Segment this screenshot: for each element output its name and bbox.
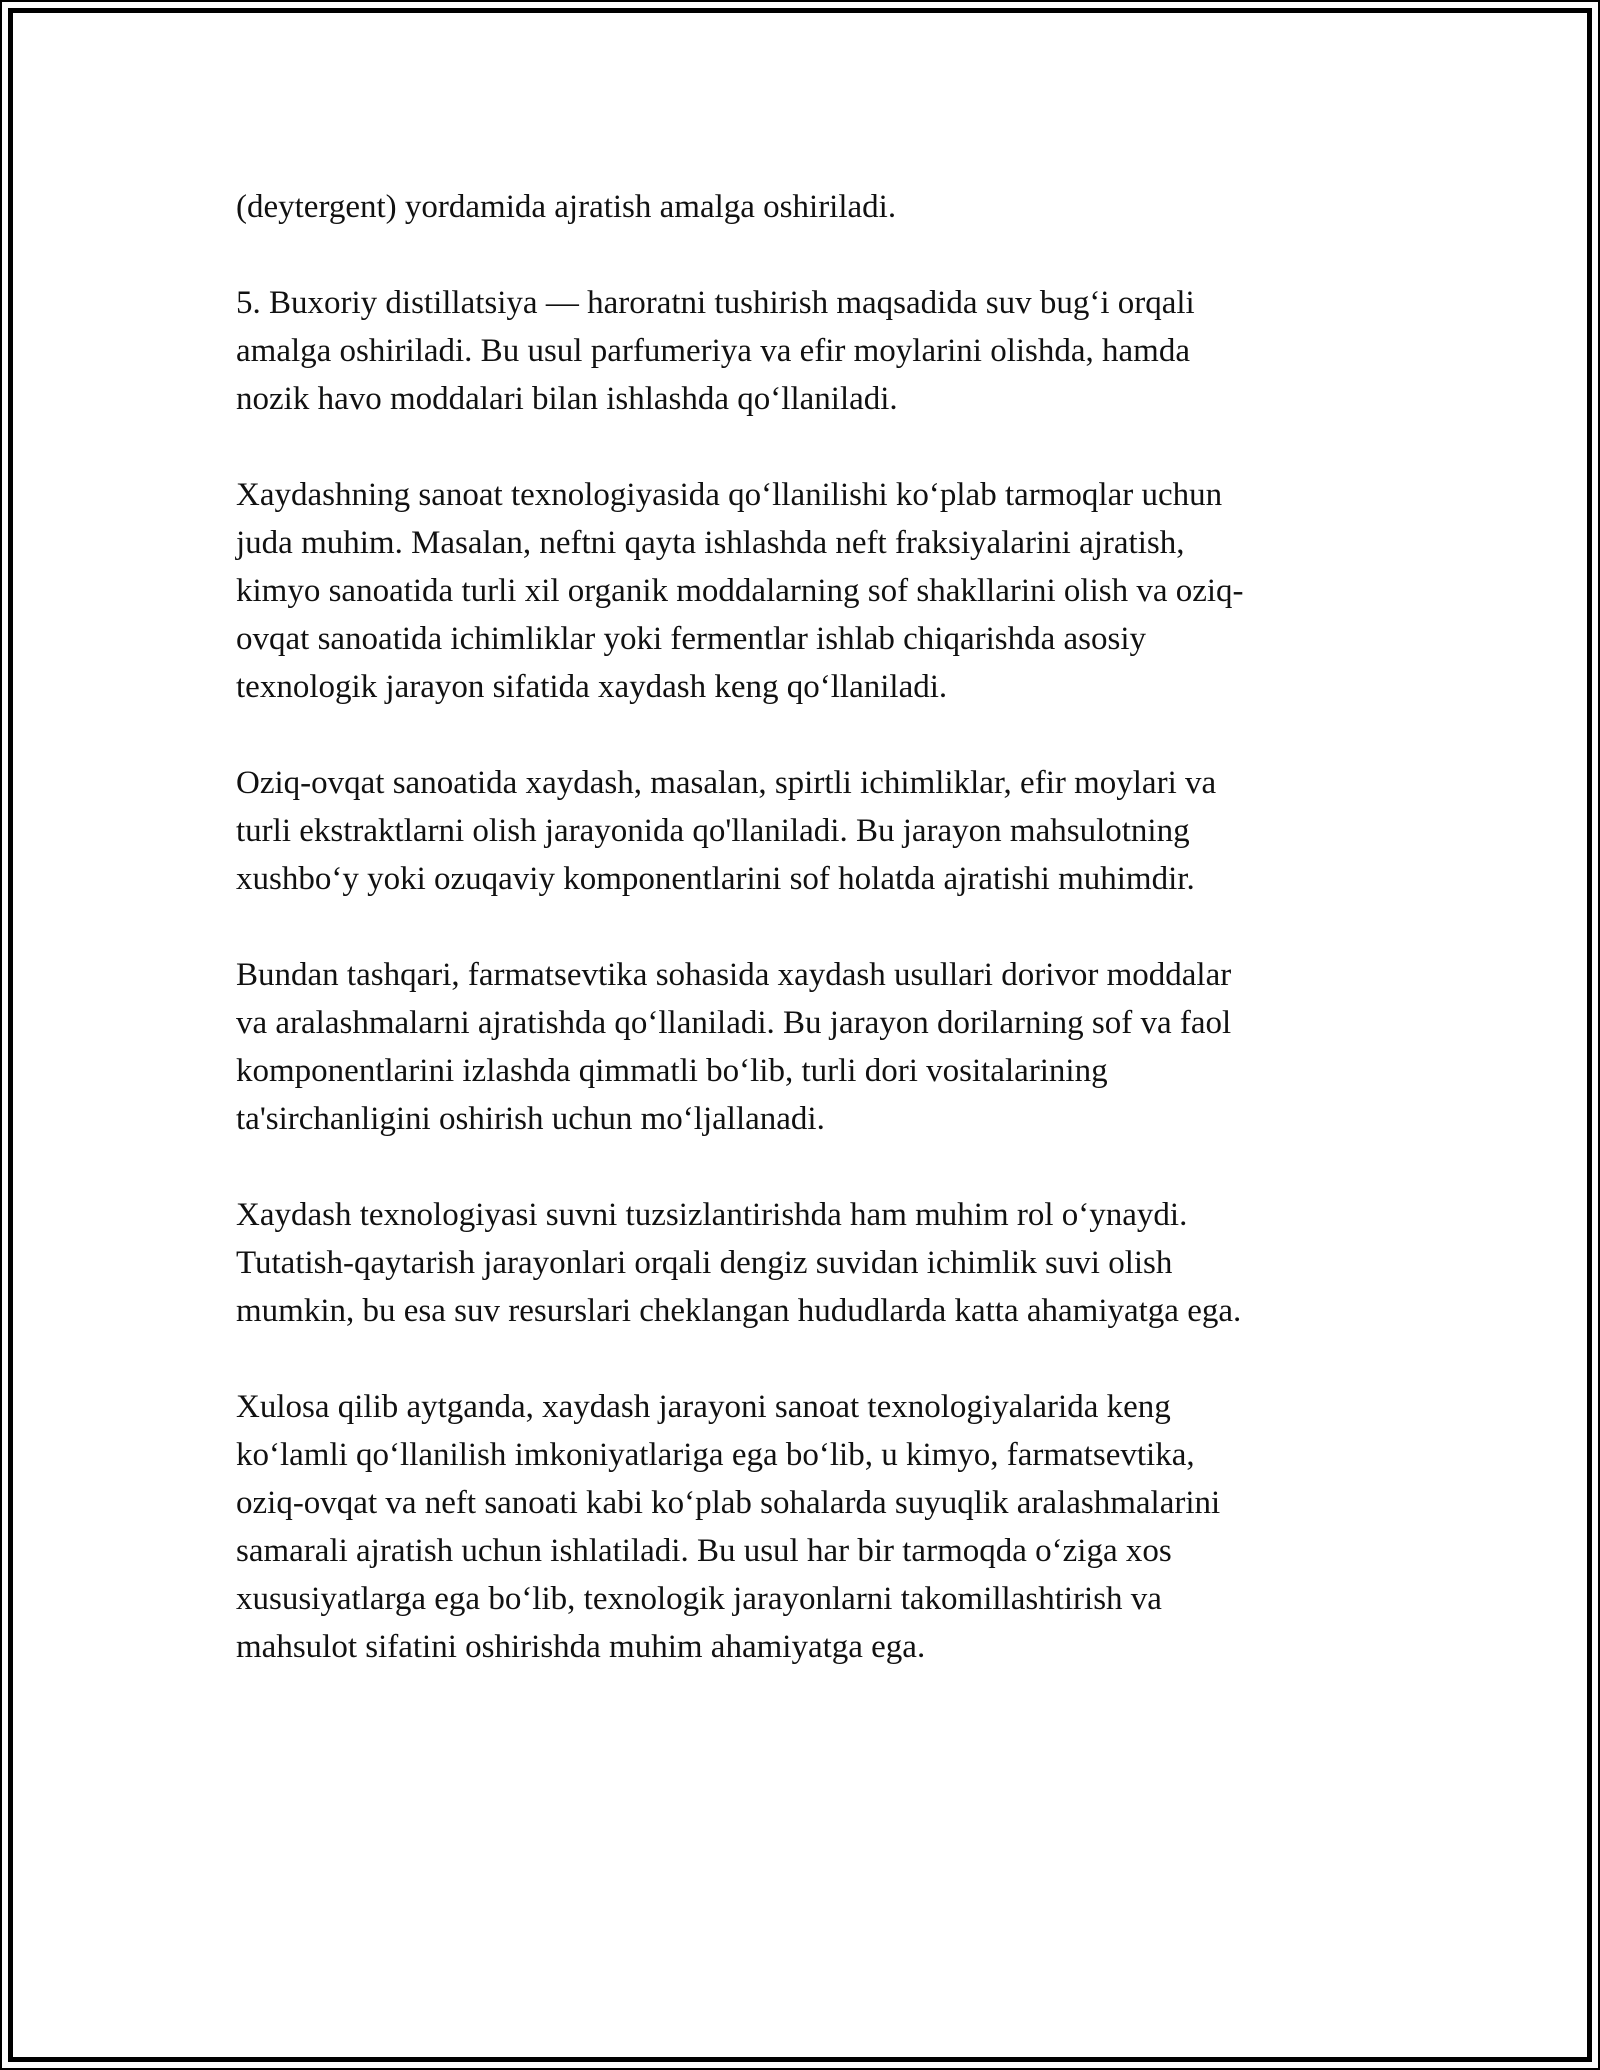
document-body — [236, 183, 1386, 1719]
text-line: ko‘lamli qo‘llanilish imkoniyatlariga ega bo‘lib, u kimyo, farmatsevtika, — [236, 1437, 1195, 1473]
text-line: Oziq-ovqat sanoatida xaydash, masalan, spirtli ichimliklar, efir moylari va — [236, 765, 1217, 801]
paragraph — [236, 759, 1386, 903]
paragraph — [236, 951, 1386, 1143]
text-line: xususiyatlarga ega bo‘lib, texnologik jarayonlarni takomillashtirish va — [236, 1581, 1162, 1617]
text-line: ta'sirchanligini oshirish uchun mo‘ljallanadi. — [236, 1101, 825, 1137]
text-line: Xulosa qilib aytganda, xaydash jarayoni sanoat texnologiyalarida keng — [236, 1389, 1171, 1425]
text-line: mahsulot sifatini oshirishda muhim ahamiyatga ega. — [236, 1629, 926, 1665]
text-line: Bundan tashqari, farmatsevtika sohasida xaydash usullari dorivor moddalar — [236, 957, 1232, 993]
paragraph — [236, 1191, 1386, 1335]
text-line: Tutatish-qaytarish jarayonlari orqali dengiz suvidan ichimlik suvi olish — [236, 1245, 1173, 1281]
text-line: Xaydash texnologiyasi suvni tuzsizlantirishda ham muhim rol o‘ynaydi. — [236, 1197, 1188, 1233]
text-line: ovqat sanoatida ichimliklar yoki fermentlar ishlab chiqarishda asosiy — [236, 621, 1146, 657]
text-line: kimyo sanoatida turli xil organik moddalarning sof shakllarini olish va oziq- — [236, 573, 1244, 609]
paragraph — [236, 279, 1386, 423]
text-line: samarali ajratish uchun ishlatiladi. Bu usul har bir tarmoqda o‘ziga xos — [236, 1533, 1172, 1569]
text-line: komponentlarini izlashda qimmatli bo‘lib, turli dori vositalarining — [236, 1053, 1108, 1089]
paragraph — [236, 471, 1386, 711]
text-line: juda muhim. Masalan, neftni qayta ishlashda neft fraksiyalarini ajratish, — [236, 525, 1185, 561]
text-line: va aralashmalarni ajratishda qo‘llaniladi. Bu jarayon dorilarning sof va faol — [236, 1005, 1232, 1041]
text-line: oziq-ovqat va neft sanoati kabi ko‘plab sohalarda suyuqlik aralashmalarini — [236, 1485, 1221, 1521]
text-line: mumkin, bu esa suv resurslari cheklangan hududlarda katta ahamiyatga ega. — [236, 1293, 1242, 1329]
paragraph — [236, 183, 1386, 231]
text-line: nozik havo moddalari bilan ishlashda qo‘llaniladi. — [236, 381, 898, 417]
paragraph — [236, 1383, 1386, 1671]
text-line: turli ekstraktlarni olish jarayonida qo'llaniladi. Bu jarayon mahsulotning — [236, 813, 1190, 849]
text-line: 5. Buxoriy distillatsiya — haroratni tushirish maqsadida suv bug‘i orqali — [236, 285, 1195, 321]
text-line: xushbo‘y yoki ozuqaviy komponentlarini sof holatda ajratishi muhimdir. — [236, 861, 1195, 897]
text-line: amalga oshiriladi. Bu usul parfumeriya va efir moylarini olishda, hamda — [236, 333, 1190, 369]
text-line: texnologik jarayon sifatida xaydash keng qo‘llaniladi. — [236, 669, 948, 705]
text-line: (deytergent) yordamida ajratish amalga oshiriladi. — [236, 189, 897, 225]
text-line: Xaydashning sanoat texnologiyasida qo‘llanilishi ko‘plab tarmoqlar uchun — [236, 477, 1223, 513]
